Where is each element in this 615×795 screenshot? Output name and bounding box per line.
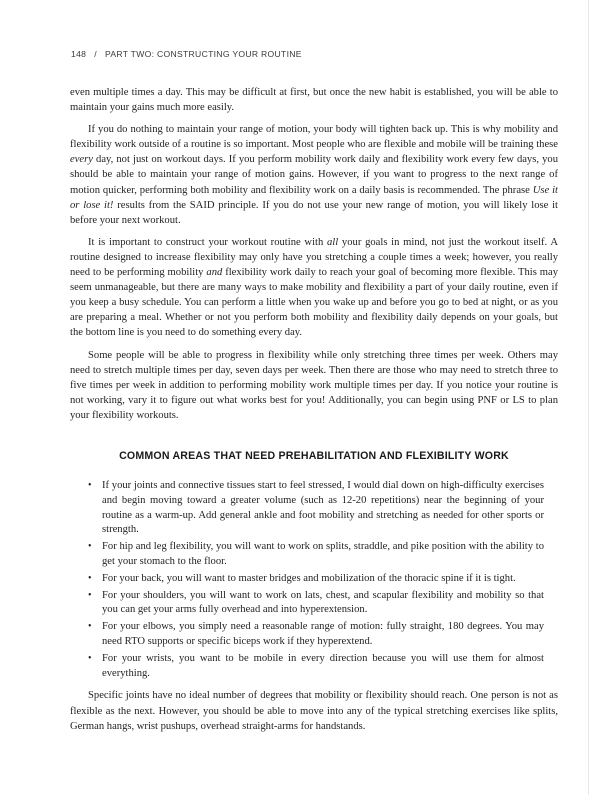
bullet-list bbox=[70, 479, 558, 681]
bullet-icon: • bbox=[88, 589, 92, 601]
paragraph-progress-flexibility: Some people will be able to progress in flexibility while only stretching three times per week. Others may need to stretch multiple times per day, seven days per week. Then there are those who may need to stretch three to five times per week in addition to performing mobility work multiple times per day. If you notice your routine is not working, vary it to figure out what works best for you! Additionally, you can begin using PNF or LS to plan your flexibility workouts. bbox=[70, 349, 558, 421]
page-edge-line bbox=[588, 0, 589, 795]
bullet-icon: • bbox=[88, 572, 92, 584]
list-item: • For your back, you will want to master bridges and mobilization of the thoracic spine if it is tight. bbox=[70, 572, 558, 587]
emphasis-and: and bbox=[206, 267, 223, 279]
section-heading: COMMON AREAS THAT NEED PREHABILITATION AND FLEXIBILITY WORK bbox=[119, 449, 509, 462]
paragraph-maintain-range: If you do nothing to maintain your range of motion, your body will tighten back up. This is why mobility and flexibility work outside of a routine is so important. Most people who are flexible and mobile will be training these every day, not just on workout days. If you perform mobility work daily and flexibility work every few days, you should be able to maintain your range of motion gains. However, if you want to progress to the next range of motion quicker, performing both mobility and flexibility work on a daily basis is recommended. The phrase Use it or lose it! results from the SAID principle. If you do not use your new range of motion, you will likely lose it before your next workout. bbox=[70, 124, 558, 226]
running-title: PART TWO: CONSTRUCTING YOUR ROUTINE bbox=[104, 49, 302, 59]
emphasis-use-it-or-lose-it: Use it or lose it! bbox=[70, 184, 558, 211]
emphasis-all: all bbox=[327, 236, 339, 248]
running-header bbox=[71, 49, 302, 59]
list-item: • For your wrists, you want to be mobile in every direction because you will use them for almost everything. bbox=[88, 652, 544, 679]
list-item: • For hip and leg flexibility, you will want to work on splits, straddle, and pike position with the ability to get your stomach to the floor. bbox=[88, 541, 544, 568]
list-item: • For your shoulders, you will want to work on lats, chest, and scapular flexibility and mobility so that you can get your arms fully overhead and into hyperextension. bbox=[88, 589, 544, 616]
bullet-icon: • bbox=[88, 541, 92, 553]
emphasis-every: every bbox=[70, 154, 93, 166]
paragraph-specific-joints: Specific joints have no ideal number of degrees that mobility or flexibility should reach. One person is not as flexible as the next. However, you should be able to move into any of the typical stretching exercises like splits, German hangs, wrist pushups, overhead straight-arms for handstands. bbox=[70, 690, 558, 732]
bullet-icon: • bbox=[88, 480, 92, 492]
body-text bbox=[70, 85, 558, 741]
paragraph-continued: even multiple times a day. This may be difficult at first, but once the new habit is established, you will be able to maintain your gains much more easily. bbox=[70, 87, 558, 114]
page-number: 148 bbox=[71, 49, 87, 59]
list-item: • For your elbows, you simply need a reasonable range of motion: fully straight, 180 degrees. You may need RTO supports or specific biceps work if they hyperextend. bbox=[88, 621, 544, 648]
list-item: • If your joints and connective tissues start to feel stressed, I would dial down on high-difficulty exercises and begin moving toward a greater volume (such as 12-20 repetitions) near the beginning of your routine as a warm-up. Add general ankle and foot mobility and stretching as needed for other sports or strength. bbox=[88, 480, 544, 536]
header-separator: / bbox=[94, 49, 97, 59]
bullet-icon: • bbox=[88, 621, 92, 633]
paragraph-construct-routine: It is important to construct your workout routine with all your goals in mind, not just the workout itself. A routine designed to increase flexibility may only have you stretching a couple times a week; however, you really need to be performing mobility and flexibility work daily to reach your goal of becoming more flexible. This may seem unmanageable, but there are many ways to make mobility and flexibility a part of your daily routine, even if you keep a busy schedule. You can perform a little when you wake up and before you go to bed at night, or as you are preparing a meal. Whether or not you perform both mobility and flexibility daily depends on your goals, but the bottom line is you need to do something every day. bbox=[70, 236, 559, 339]
bullet-icon: • bbox=[88, 652, 92, 664]
